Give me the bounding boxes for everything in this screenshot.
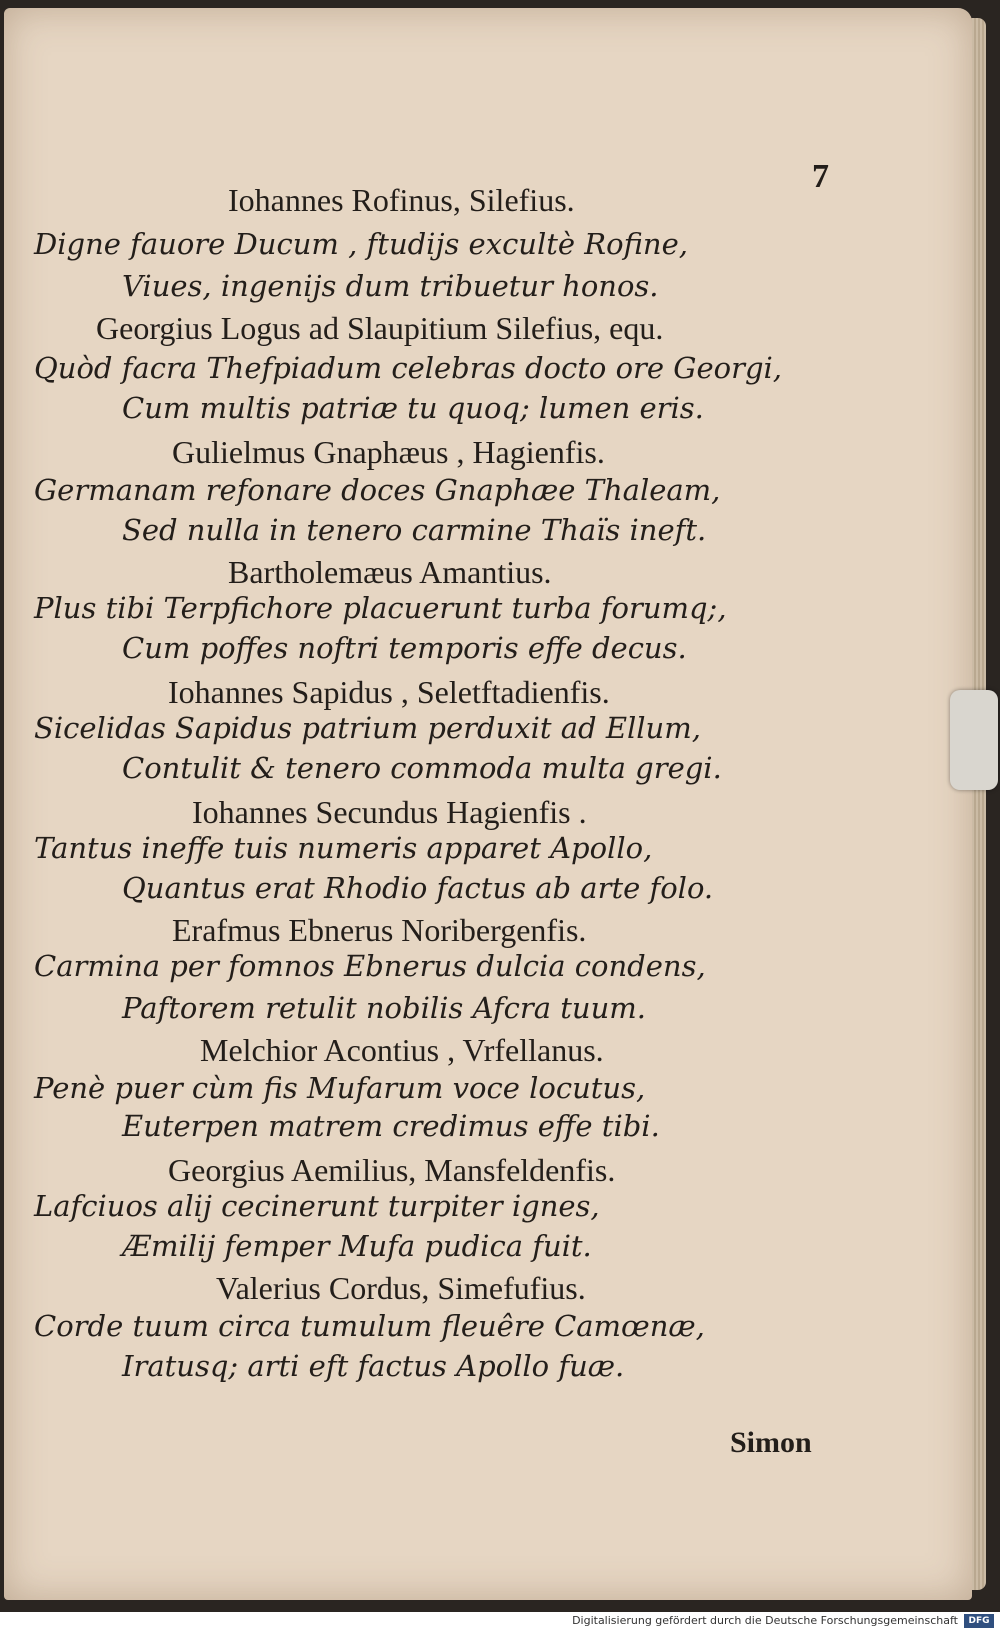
poet-name: Iohannes Secundus Hagienfis . [192, 794, 587, 830]
verse-line: Penè puer cùm fis Mufarum voce locutus, [34, 1071, 646, 1105]
poet-name: Georgius Aemilius, Mansfeldenfis. [168, 1152, 616, 1188]
verse-line: Æmilij femper Mufa pudica fuit. [122, 1229, 592, 1263]
poet-name: Melchior Acontius , Vrfellanus. [200, 1032, 604, 1068]
verse-line: Digne fauore Ducum , ftudijs excultè Rofine, [34, 227, 688, 261]
verse-line: Iratusq; arti eft factus Apollo fuæ. [122, 1349, 625, 1383]
verse-line: Viues, ingenijs dum tribuetur honos. [122, 269, 659, 303]
catchword: Simon [730, 1426, 812, 1459]
verse-line: Quantus erat Rhodio factus ab arte folo. [122, 871, 714, 905]
dfg-logo-icon: DFG [964, 1614, 994, 1628]
verse-line: Cum poffes noftri temporis effe decus. [122, 631, 687, 665]
verse-line: Corde tuum circa tumulum fleuêre Camœnæ, [34, 1309, 705, 1343]
poet-name: Valerius Cordus, Simefufius. [216, 1270, 586, 1306]
poet-name: Bartholemæus Amantius. [228, 554, 552, 590]
verse-line: Quòd facra Thefpiadum celebras docto ore Georgi, [34, 351, 782, 385]
page-number: 7 [812, 158, 829, 195]
book-page [4, 8, 972, 1600]
verse-line: Sicelidas Sapidus patrium perduxit ad Ellum, [34, 711, 701, 745]
verse-line: Paftorem retulit nobilis Afcra tuum. [122, 991, 646, 1025]
verse-line: Plus tibi Terpfichore placuerunt turba forumq;, [34, 591, 727, 625]
verse-line: Tantus ineffe tuis numeris apparet Apollo, [34, 831, 653, 865]
verse-line: Contulit & tenero commoda multa gregi. [122, 751, 722, 785]
footer-text: Digitalisierung gefördert durch die Deutsche Forschungsgemeinschaft [572, 1614, 958, 1627]
poet-name: Iohannes Rofinus, Silefius. [228, 182, 575, 218]
verse-line: Euterpen matrem credimus effe tibi. [122, 1109, 660, 1143]
verse-line: Lafciuos alij cecinerunt turpiter ignes, [34, 1189, 600, 1223]
poet-name: Iohannes Sapidus , Seletftadienfis. [168, 674, 610, 710]
digitization-footer [0, 1612, 1000, 1631]
verse-line: Germanam refonare doces Gnaphæe Thaleam, [34, 473, 721, 507]
verse-line: Carmina per fomnos Ebnerus dulcia condens, [34, 949, 706, 983]
poet-name: Gulielmus Gnaphæus , Hagienfis. [172, 434, 605, 470]
verse-line: Cum multis patriæ tu quoq; lumen eris. [122, 391, 704, 425]
bookmark-tab [950, 690, 998, 790]
verse-line: Sed nulla in tenero carmine Thaïs ineft. [122, 513, 707, 547]
poet-name: Erafmus Ebnerus Noribergenfis. [172, 912, 587, 948]
poet-name: Georgius Logus ad Slaupitium Silefius, equ. [96, 310, 664, 346]
